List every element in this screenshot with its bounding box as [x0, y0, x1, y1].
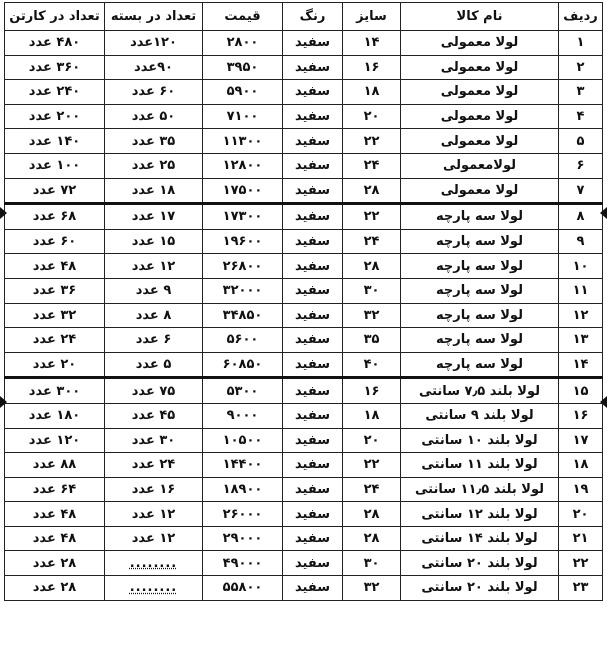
qty-per-pack-cell: ۲۴ عدد — [105, 453, 203, 478]
size-cell: ۲۸ — [343, 526, 401, 551]
size-cell: ۲۰ — [343, 104, 401, 129]
size-cell: ۲۲ — [343, 129, 401, 154]
size-cell: ۱۴ — [343, 31, 401, 56]
product-name-cell: لولا بلند ۱۱٫۵ سانتی — [401, 477, 559, 502]
size-cell: ۲۸ — [343, 178, 401, 204]
qty-per-pack-cell: ۹۰عدد — [105, 55, 203, 80]
qty-per-pack-cell: ۳۰ عدد — [105, 428, 203, 453]
header-product-name: نام کالا — [401, 3, 559, 31]
qty-per-pack-cell: ۱۸ عدد — [105, 178, 203, 204]
table-row — [5, 129, 603, 154]
product-name-cell: لولا سه پارچه — [401, 328, 559, 353]
separator-arrow-right-1 — [600, 207, 607, 219]
product-name-cell: لولا سه پارچه — [401, 254, 559, 279]
price-cell: ۳۹۵۰ — [203, 55, 283, 80]
color-cell: سفید — [283, 477, 343, 502]
qty-per-pack-cell: ۵ عدد — [105, 352, 203, 378]
size-cell: ۲۴ — [343, 477, 401, 502]
size-cell: ۲۸ — [343, 502, 401, 527]
row-number-cell: ۱۲ — [559, 303, 603, 328]
table-row — [5, 403, 603, 428]
color-cell: سفید — [283, 453, 343, 478]
qty-per-carton-cell: ۴۸ عدد — [5, 502, 105, 527]
qty-per-pack-cell: ۳۵ عدد — [105, 129, 203, 154]
product-name-cell: لولا معمولی — [401, 80, 559, 105]
table-row — [5, 477, 603, 502]
size-cell: ۲۸ — [343, 254, 401, 279]
price-cell: ۲۸۰۰ — [203, 31, 283, 56]
color-cell: سفید — [283, 278, 343, 303]
product-name-cell: لولا معمولی — [401, 178, 559, 204]
qty-per-carton-cell: ۶۸ عدد — [5, 204, 105, 230]
table-row — [5, 576, 603, 601]
header-qty-per-carton: تعداد در کارتن — [5, 3, 105, 31]
size-cell: ۲۲ — [343, 453, 401, 478]
qty-per-carton-cell: ۲۸ عدد — [5, 551, 105, 576]
table-row — [5, 204, 603, 230]
product-name-cell: لولا بلند ۱۱ سانتی — [401, 453, 559, 478]
price-cell: ۵۵۸۰۰ — [203, 576, 283, 601]
header-row — [5, 3, 603, 31]
size-cell: ۳۲ — [343, 303, 401, 328]
price-cell: ۱۹۶۰۰ — [203, 229, 283, 254]
table-row — [5, 551, 603, 576]
product-name-cell: لولا بلند ۱۴ سانتی — [401, 526, 559, 551]
color-cell: سفید — [283, 31, 343, 56]
price-cell: ۱۲۸۰۰ — [203, 153, 283, 178]
product-name-cell: لولا سه پارچه — [401, 204, 559, 230]
qty-per-carton-cell: ۳۶ عدد — [5, 278, 105, 303]
row-number-cell: ۴ — [559, 104, 603, 129]
table-row — [5, 378, 603, 404]
color-cell: سفید — [283, 129, 343, 154]
qty-per-pack-cell: ........ — [105, 576, 203, 601]
size-cell: ۱۶ — [343, 55, 401, 80]
size-cell: ۲۲ — [343, 204, 401, 230]
size-cell: ۱۸ — [343, 80, 401, 105]
qty-per-pack-cell: ۷۵ عدد — [105, 378, 203, 404]
price-cell: ۲۹۰۰۰ — [203, 526, 283, 551]
qty-per-carton-cell: ۳۲ عدد — [5, 303, 105, 328]
size-cell: ۲۴ — [343, 153, 401, 178]
qty-per-carton-cell: ۲۰۰ عدد — [5, 104, 105, 129]
qty-per-carton-cell: ۲۴۰ عدد — [5, 80, 105, 105]
size-cell: ۲۰ — [343, 428, 401, 453]
size-cell: ۳۰ — [343, 278, 401, 303]
price-cell: ۹۰۰۰ — [203, 403, 283, 428]
qty-per-pack-cell: ۲۵ عدد — [105, 153, 203, 178]
table-row — [5, 526, 603, 551]
row-number-cell: ۱۷ — [559, 428, 603, 453]
qty-per-carton-cell: ۴۸ عدد — [5, 526, 105, 551]
price-cell: ۲۶۸۰۰ — [203, 254, 283, 279]
qty-per-carton-cell: ۱۲۰ عدد — [5, 428, 105, 453]
price-cell: ۱۰۵۰۰ — [203, 428, 283, 453]
size-cell: ۳۰ — [343, 551, 401, 576]
row-number-cell: ۱۹ — [559, 477, 603, 502]
price-cell: ۵۹۰۰ — [203, 80, 283, 105]
product-name-cell: لولا بلند ۹ سانتی — [401, 403, 559, 428]
product-name-cell: لولا بلند ۱۲ سانتی — [401, 502, 559, 527]
qty-per-carton-cell: ۱۴۰ عدد — [5, 129, 105, 154]
row-number-cell: ۱ — [559, 31, 603, 56]
qty-per-pack-cell: ۱۲۰عدد — [105, 31, 203, 56]
qty-per-carton-cell: ۳۶۰ عدد — [5, 55, 105, 80]
table-row — [5, 453, 603, 478]
table-row — [5, 278, 603, 303]
price-cell: ۲۶۰۰۰ — [203, 502, 283, 527]
color-cell: سفید — [283, 352, 343, 378]
row-number-cell: ۲۱ — [559, 526, 603, 551]
table-row — [5, 428, 603, 453]
color-cell: سفید — [283, 551, 343, 576]
product-name-cell: لولا سه پارچه — [401, 278, 559, 303]
qty-per-carton-cell: ۸۸ عدد — [5, 453, 105, 478]
qty-per-carton-cell: ۶۴ عدد — [5, 477, 105, 502]
price-cell: ۵۳۰۰ — [203, 378, 283, 404]
product-name-cell: لولامعمولی — [401, 153, 559, 178]
product-name-cell: لولا معمولی — [401, 129, 559, 154]
qty-per-pack-cell: ۱۵ عدد — [105, 229, 203, 254]
qty-per-carton-cell: ۲۸ عدد — [5, 576, 105, 601]
qty-per-carton-cell: ۴۸ عدد — [5, 254, 105, 279]
qty-per-carton-cell: ۷۲ عدد — [5, 178, 105, 204]
row-number-cell: ۱۳ — [559, 328, 603, 353]
qty-per-pack-cell: ۶۰ عدد — [105, 80, 203, 105]
table-row — [5, 31, 603, 56]
row-number-cell: ۱۴ — [559, 352, 603, 378]
product-name-cell: لولا سه پارچه — [401, 352, 559, 378]
table-row — [5, 229, 603, 254]
color-cell: سفید — [283, 428, 343, 453]
price-cell: ۱۸۹۰۰ — [203, 477, 283, 502]
qty-per-pack-cell: ........ — [105, 551, 203, 576]
table-body — [5, 31, 603, 601]
qty-per-pack-cell: ۴۵ عدد — [105, 403, 203, 428]
row-number-cell: ۱۸ — [559, 453, 603, 478]
product-name-cell: لولا معمولی — [401, 55, 559, 80]
row-number-cell: ۱۰ — [559, 254, 603, 279]
price-cell: ۷۱۰۰ — [203, 104, 283, 129]
separator-arrow-left-1 — [0, 207, 7, 219]
color-cell: سفید — [283, 153, 343, 178]
row-number-cell: ۲ — [559, 55, 603, 80]
table-row — [5, 328, 603, 353]
color-cell: سفید — [283, 104, 343, 129]
table-row — [5, 303, 603, 328]
qty-per-pack-cell: ۱۲ عدد — [105, 526, 203, 551]
price-cell: ۶۰۸۵۰ — [203, 352, 283, 378]
product-name-cell: لولا معمولی — [401, 31, 559, 56]
size-cell: ۱۸ — [343, 403, 401, 428]
product-name-cell: لولا بلند ۲۰ سانتی — [401, 576, 559, 601]
table-row — [5, 80, 603, 105]
price-cell: ۱۱۳۰۰ — [203, 129, 283, 154]
table-row — [5, 502, 603, 527]
row-number-cell: ۹ — [559, 229, 603, 254]
table-row — [5, 153, 603, 178]
row-number-cell: ۱۱ — [559, 278, 603, 303]
header-row-number: ردیف — [559, 3, 603, 31]
qty-per-carton-cell: ۲۴ عدد — [5, 328, 105, 353]
qty-per-carton-cell: ۲۰ عدد — [5, 352, 105, 378]
product-name-cell: لولا سه پارچه — [401, 229, 559, 254]
qty-per-carton-cell: ۳۰۰ عدد — [5, 378, 105, 404]
qty-per-pack-cell: ۱۲ عدد — [105, 502, 203, 527]
qty-per-pack-cell: ۱۲ عدد — [105, 254, 203, 279]
price-cell: ۵۶۰۰ — [203, 328, 283, 353]
size-cell: ۱۶ — [343, 378, 401, 404]
price-cell: ۴۹۰۰۰ — [203, 551, 283, 576]
color-cell: سفید — [283, 576, 343, 601]
separator-arrow-left-2 — [0, 396, 7, 408]
product-name-cell: لولا بلند ۷٫۵ سانتی — [401, 378, 559, 404]
price-cell: ۱۴۴۰۰ — [203, 453, 283, 478]
qty-per-carton-cell: ۱۰۰ عدد — [5, 153, 105, 178]
row-number-cell: ۵ — [559, 129, 603, 154]
price-cell: ۳۴۸۵۰ — [203, 303, 283, 328]
price-cell: ۱۷۳۰۰ — [203, 204, 283, 230]
color-cell: سفید — [283, 403, 343, 428]
color-cell: سفید — [283, 502, 343, 527]
qty-per-pack-cell: ۱۶ عدد — [105, 477, 203, 502]
row-number-cell: ۱۵ — [559, 378, 603, 404]
color-cell: سفید — [283, 254, 343, 279]
row-number-cell: ۸ — [559, 204, 603, 230]
qty-per-pack-cell: ۵۰ عدد — [105, 104, 203, 129]
color-cell: سفید — [283, 328, 343, 353]
size-cell: ۳۵ — [343, 328, 401, 353]
color-cell: سفید — [283, 303, 343, 328]
table-row — [5, 352, 603, 378]
color-cell: سفید — [283, 80, 343, 105]
table-row — [5, 55, 603, 80]
row-number-cell: ۲۲ — [559, 551, 603, 576]
row-number-cell: ۱۶ — [559, 403, 603, 428]
header-size: سایز — [343, 3, 401, 31]
qty-per-carton-cell: ۱۸۰ عدد — [5, 403, 105, 428]
color-cell: سفید — [283, 229, 343, 254]
row-number-cell: ۶ — [559, 153, 603, 178]
price-table — [4, 2, 603, 601]
header-qty-per-pack: تعداد در بسته — [105, 3, 203, 31]
qty-per-pack-cell: ۸ عدد — [105, 303, 203, 328]
table-row — [5, 104, 603, 129]
row-number-cell: ۲۳ — [559, 576, 603, 601]
header-color: رنگ — [283, 3, 343, 31]
header-price: قیمت — [203, 3, 283, 31]
row-number-cell: ۳ — [559, 80, 603, 105]
product-name-cell: لولا بلند ۲۰ سانتی — [401, 551, 559, 576]
color-cell: سفید — [283, 378, 343, 404]
qty-per-pack-cell: ۱۷ عدد — [105, 204, 203, 230]
table-row — [5, 254, 603, 279]
qty-per-pack-cell: ۶ عدد — [105, 328, 203, 353]
separator-arrow-right-2 — [600, 396, 607, 408]
qty-per-pack-cell: ۹ عدد — [105, 278, 203, 303]
color-cell: سفید — [283, 204, 343, 230]
color-cell: سفید — [283, 55, 343, 80]
product-name-cell: لولا معمولی — [401, 104, 559, 129]
product-name-cell: لولا سه پارچه — [401, 303, 559, 328]
product-name-cell: لولا بلند ۱۰ سانتی — [401, 428, 559, 453]
row-number-cell: ۲۰ — [559, 502, 603, 527]
color-cell: سفید — [283, 526, 343, 551]
qty-per-carton-cell: ۴۸۰ عدد — [5, 31, 105, 56]
qty-per-carton-cell: ۶۰ عدد — [5, 229, 105, 254]
size-cell: ۲۴ — [343, 229, 401, 254]
row-number-cell: ۷ — [559, 178, 603, 204]
size-cell: ۴۰ — [343, 352, 401, 378]
size-cell: ۳۲ — [343, 576, 401, 601]
price-cell: ۱۷۵۰۰ — [203, 178, 283, 204]
color-cell: سفید — [283, 178, 343, 204]
table-row — [5, 178, 603, 204]
price-cell: ۳۲۰۰۰ — [203, 278, 283, 303]
